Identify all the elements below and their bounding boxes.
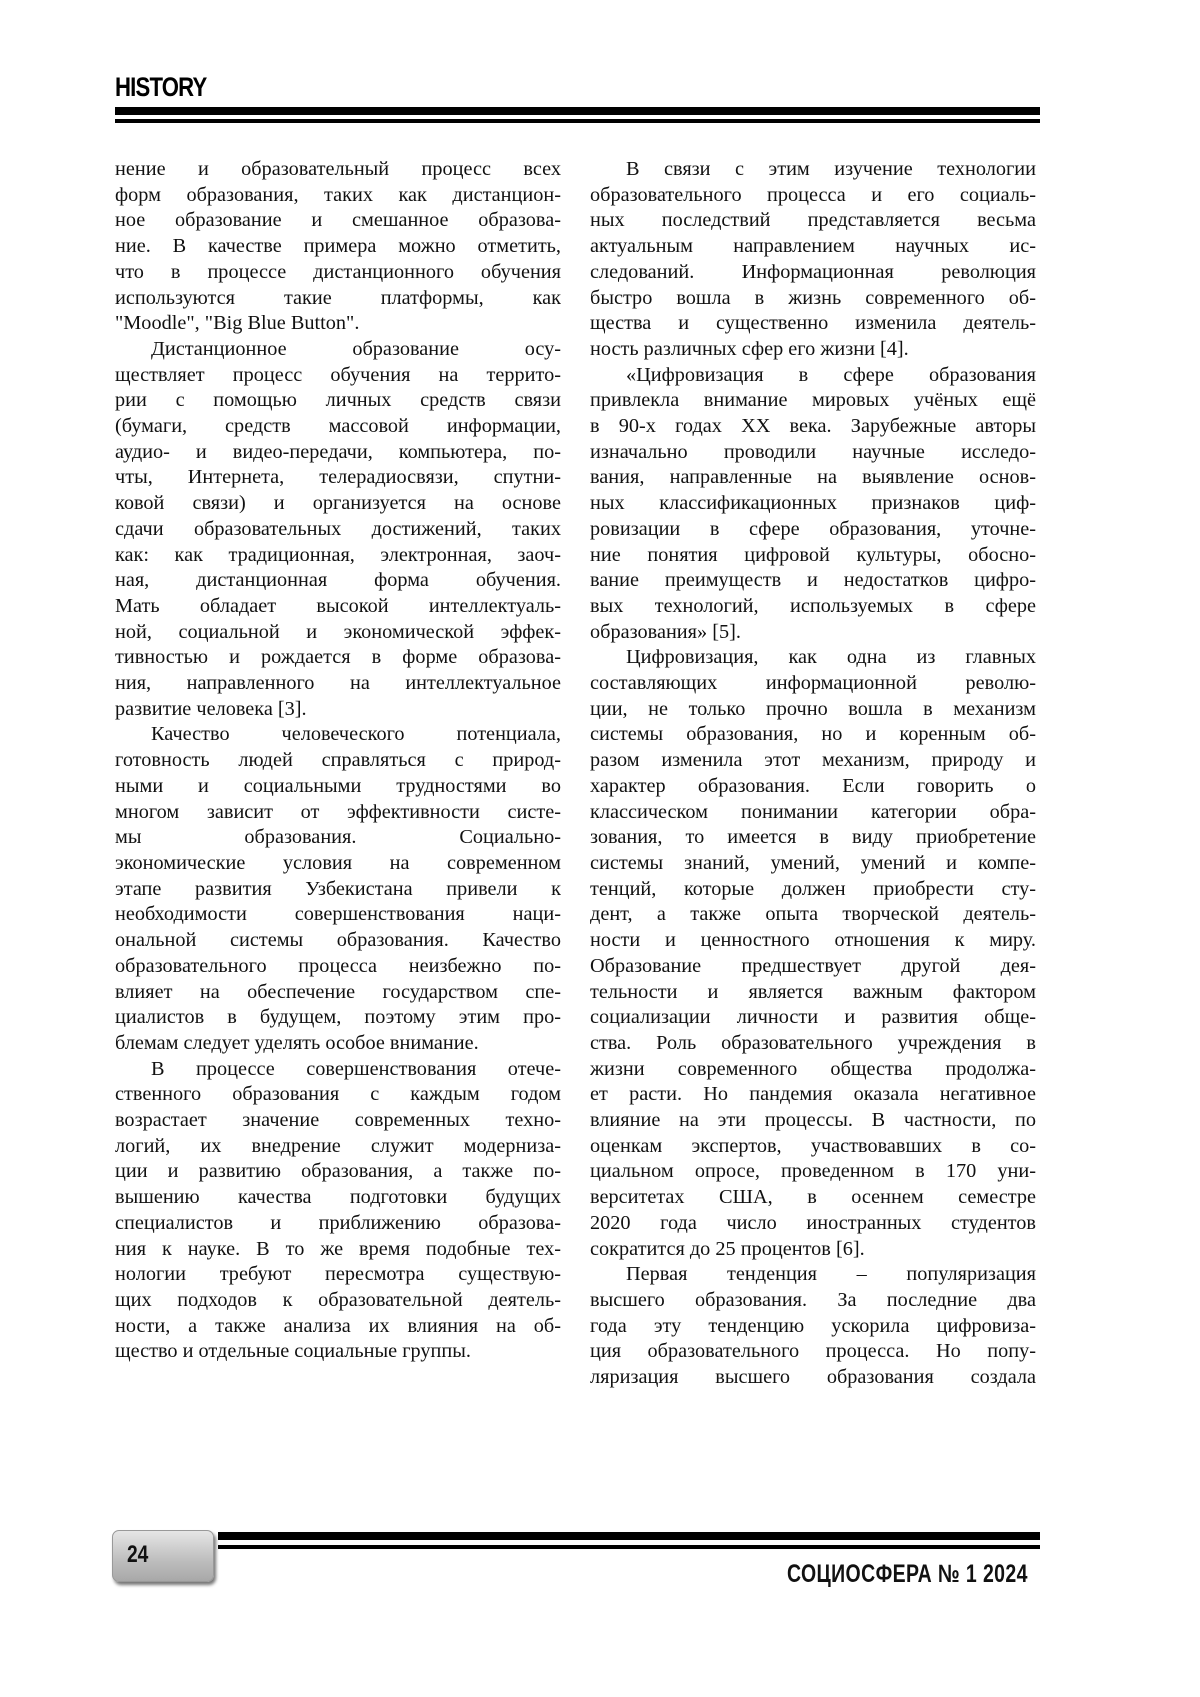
text-line: ния, направленного на интеллектуальное	[115, 671, 561, 697]
text-line: образования» [5].	[590, 620, 1036, 646]
text-line: ных последствий представляется весьма	[590, 208, 1036, 234]
text-line: сократится до 25 процентов [6].	[590, 1237, 1036, 1263]
text-line: ная, дистанционная форма обучения.	[115, 568, 561, 594]
text-line: вание преимуществ и недостатков цифро-	[590, 568, 1036, 594]
text-line: «Цифровизация в сфере образования	[590, 363, 1036, 389]
page-number-box	[112, 1530, 214, 1582]
text-line: ность различных сфер его жизни [4].	[590, 337, 1036, 363]
text-line: ности, а также анализа их влияния на об-	[115, 1314, 561, 1340]
text-line: Качество человеческого потенциала,	[115, 722, 561, 748]
text-line: ществляет процесс обучения на террито-	[115, 363, 561, 389]
text-line: ности и ценностного отношения к миру.	[590, 928, 1036, 954]
text-line: зования, то имеется в виду приобретение	[590, 825, 1036, 851]
journal-issue: СОЦИОСФЕРА № 1 2024	[787, 1560, 1028, 1589]
text-line: возрастает значение современных техно-	[115, 1108, 561, 1134]
header-rule-thin	[115, 119, 1040, 123]
right-column	[590, 157, 1036, 1391]
text-line: ной, социальной и экономической эффек-	[115, 620, 561, 646]
text-line: мы образования. Социально-	[115, 825, 561, 851]
text-line: составляющих информационной револю-	[590, 671, 1036, 697]
text-line: этапе развития Узбекистана привели к	[115, 877, 561, 903]
footer-rule-thick	[218, 1532, 1040, 1540]
text-line: тивностью и рождается в форме образова-	[115, 645, 561, 671]
text-line: щества и существенно изменила деятель-	[590, 311, 1036, 337]
text-line: высшего образования. За последние два	[590, 1288, 1036, 1314]
text-line: развитие человека [3].	[115, 697, 561, 723]
text-line: ными и социальными трудностями во	[115, 774, 561, 800]
text-line: тенций, которые должен приобрести сту-	[590, 877, 1036, 903]
text-line: ции и развитию образования, а также по-	[115, 1159, 561, 1185]
text-line: влияние на эти процессы. В частности, по	[590, 1108, 1036, 1134]
text-line: необходимости совершенствования наци-	[115, 902, 561, 928]
text-line: актуальным направлением научных ис-	[590, 234, 1036, 260]
text-line: щих подходов к образовательной деятель-	[115, 1288, 561, 1314]
text-line: (бумаги, средств массовой информации,	[115, 414, 561, 440]
text-line: вышению качества подготовки будущих	[115, 1185, 561, 1211]
text-line: экономические условия на современном	[115, 851, 561, 877]
text-line: ственного образования с каждым годом	[115, 1082, 561, 1108]
text-line: логий, их внедрение служит модерниза-	[115, 1134, 561, 1160]
text-line: ровизации в сфере образования, уточне-	[590, 517, 1036, 543]
text-line: влияет на обеспечение государством спе-	[115, 980, 561, 1006]
text-line: ние понятия цифровой культуры, обосно-	[590, 543, 1036, 569]
text-line: нологии требуют пересмотра существую-	[115, 1262, 561, 1288]
text-line: ных классификационных признаков циф-	[590, 491, 1036, 517]
header-rule-thick	[115, 107, 1040, 115]
footer-rule-thin	[218, 1545, 1040, 1549]
text-line: ции, не только прочно вошла в механизм	[590, 697, 1036, 723]
text-line: что в процессе дистанционного обучения	[115, 260, 561, 286]
text-line: года эту тенденцию ускорила цифровиза-	[590, 1314, 1036, 1340]
text-line: циалистов в будущем, поэтому этим про-	[115, 1005, 561, 1031]
text-line: щество и отдельные социальные группы.	[115, 1339, 561, 1365]
text-line: вых технологий, используемых в сфере	[590, 594, 1036, 620]
text-line: вания, направленные на выявление основ-	[590, 465, 1036, 491]
text-line: аудио- и видео-передачи, компьютера, по-	[115, 440, 561, 466]
text-line: ное образование и смешанное образова-	[115, 208, 561, 234]
text-line: ства. Роль образовательного учреждения в	[590, 1031, 1036, 1057]
text-line: оценкам экспертов, участвовавших в со-	[590, 1134, 1036, 1160]
text-line: системы знаний, умений, умений и компе-	[590, 851, 1036, 877]
text-line: быстро вошла в жизнь современного об-	[590, 286, 1036, 312]
text-line: ет расти. Но пандемия оказала негативное	[590, 1082, 1036, 1108]
text-line: циальном опросе, проведенном в 170 уни-	[590, 1159, 1036, 1185]
text-line: в 90-х годах XX века. Зарубежные авторы	[590, 414, 1036, 440]
text-line: используются такие платформы, как	[115, 286, 561, 312]
text-line: жизни современного общества продолжа-	[590, 1057, 1036, 1083]
text-line: чты, Интернета, телерадиосвязи, спутни-	[115, 465, 561, 491]
text-line: следований. Информационная революция	[590, 260, 1036, 286]
text-line: сдачи образовательных достижений, таких	[115, 517, 561, 543]
text-line: как: как традиционная, электронная, заоч-	[115, 543, 561, 569]
text-line: Мать обладает высокой интеллектуаль-	[115, 594, 561, 620]
left-column	[115, 157, 561, 1365]
text-line: социализации личности и развития обще-	[590, 1005, 1036, 1031]
text-line: ния к науке. В то же время подобные тех-	[115, 1237, 561, 1263]
text-line: дент, а также опыта творческой деятель-	[590, 902, 1036, 928]
text-line: Первая тенденция – популяризация	[590, 1262, 1036, 1288]
text-line: специалистов и приближению образова-	[115, 1211, 561, 1237]
text-line: готовность людей справляться с природ-	[115, 748, 561, 774]
text-line: верситетах США, в осеннем семестре	[590, 1185, 1036, 1211]
text-line: привлекла внимание мировых учёных ещё	[590, 388, 1036, 414]
text-line: ция образовательного процесса. Но попу-	[590, 1339, 1036, 1365]
text-line: ковой связи) и организуется на основе	[115, 491, 561, 517]
text-line: В процессе совершенствования отече-	[115, 1057, 561, 1083]
text-line: форм образования, таких как дистанцион-	[115, 183, 561, 209]
text-line: ние. В качестве примера можно отметить,	[115, 234, 561, 260]
text-line: тельности и является важным фактором	[590, 980, 1036, 1006]
text-line: ляризация высшего образования создала	[590, 1365, 1036, 1391]
text-line: образовательного процесса и его социаль-	[590, 183, 1036, 209]
text-line: разом изменила этот механизм, природу и	[590, 748, 1036, 774]
text-line: многом зависит от эффективности систе-	[115, 800, 561, 826]
text-line: Цифровизация, как одна из главных	[590, 645, 1036, 671]
text-line: образовательного процесса неизбежно по-	[115, 954, 561, 980]
page-number: 24	[127, 1541, 148, 1569]
text-line: В связи с этим изучение технологии	[590, 157, 1036, 183]
text-line: блемам следует уделять особое внимание.	[115, 1031, 561, 1057]
text-line: изначально проводили научные исследо-	[590, 440, 1036, 466]
text-line: Дистанционное образование осу-	[115, 337, 561, 363]
text-line: 2020 года число иностранных студентов	[590, 1211, 1036, 1237]
text-line: классическом понимании категории обра-	[590, 800, 1036, 826]
text-line: рии с помощью личных средств связи	[115, 388, 561, 414]
text-line: системы образования, но и коренным об-	[590, 722, 1036, 748]
text-line: нение и образовательный процесс всех	[115, 157, 561, 183]
text-line: Образование предшествует другой дея-	[590, 954, 1036, 980]
section-title: HISTORY	[115, 72, 206, 103]
text-line: "Moodle", "Big Blue Button".	[115, 311, 561, 337]
text-line: ональной системы образования. Качество	[115, 928, 561, 954]
text-line: характер образования. Если говорить о	[590, 774, 1036, 800]
